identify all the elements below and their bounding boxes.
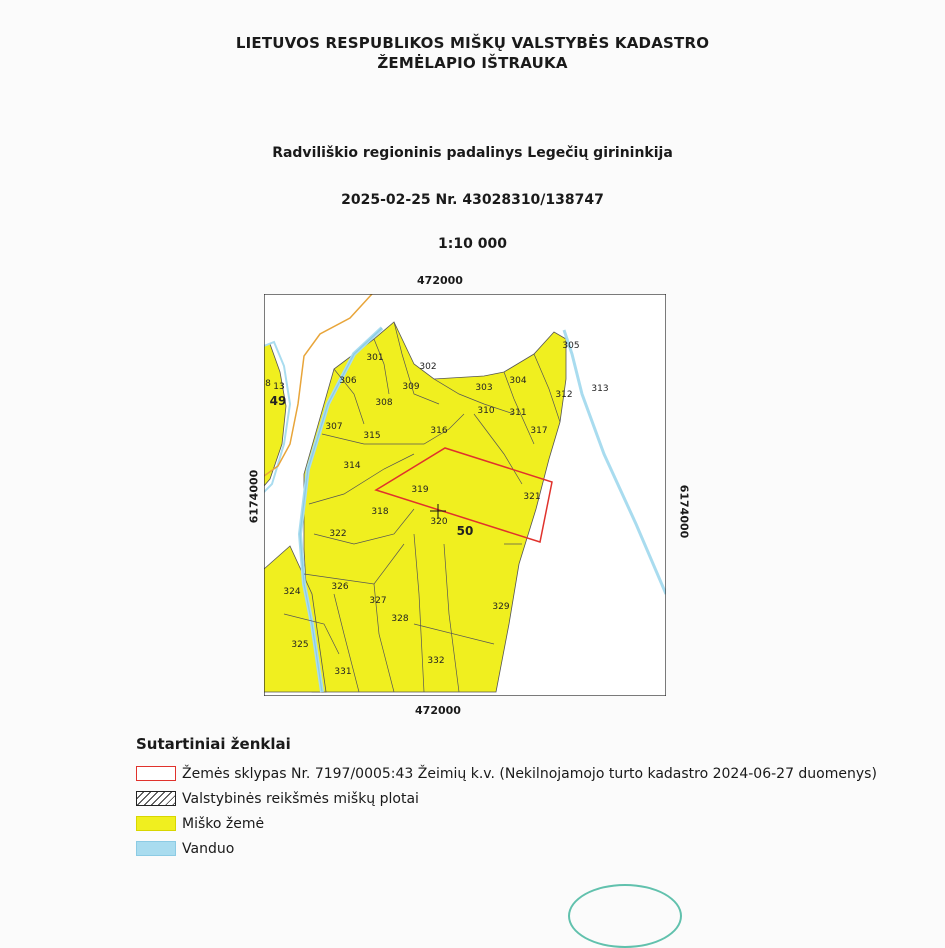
edge-compartment-label: 8 — [265, 379, 271, 389]
title-line-1: LIETUVOS RESPUBLIKOS MIŠKŲ VALSTYBĖS KADASTRO — [235, 34, 710, 52]
block-label: 49 — [269, 394, 287, 408]
compartment-label: 322 — [329, 529, 347, 539]
compartment-label: 332 — [427, 656, 445, 666]
block-label: 50 — [456, 524, 474, 538]
legend-label-parcel: Žemės sklypas Nr. 7197/0005:43 Žeimių k.v. (Nekilnojamojo turto kadastro 2024-06-27 duomenys) — [182, 765, 877, 782]
compartment-label: 313 — [591, 384, 609, 394]
compartment-label: 326 — [331, 582, 349, 592]
hatched-area-icon — [136, 791, 176, 806]
compartment-label: 316 — [430, 426, 448, 436]
forest-fill-icon — [136, 816, 176, 831]
coord-bottom: 472000 — [415, 704, 461, 717]
legend-item-state-forest — [136, 786, 896, 811]
compartment-label: 308 — [375, 398, 393, 408]
compartment-label: 329 — [492, 602, 510, 612]
compartment-label: 301 — [366, 353, 384, 363]
compartment-label: 307 — [325, 422, 343, 432]
legend — [136, 735, 896, 861]
coord-right: 6174000 — [677, 484, 691, 539]
legend-item-water — [136, 836, 896, 861]
edge-compartment-label: 13 — [273, 382, 285, 392]
compartment-label: 321 — [523, 492, 541, 502]
compartment-label: 325 — [291, 640, 309, 650]
coord-top: 472000 — [417, 274, 463, 287]
compartment-label: 312 — [555, 390, 573, 400]
subtitle: Radviliškio regioninis padalinys Legečių girininkija — [272, 145, 673, 161]
compartment-label: 305 — [562, 341, 580, 351]
title-line-2: ŽEMĖLAPIO IŠTRAUKA — [377, 54, 568, 72]
compartment-label: 309 — [402, 382, 420, 392]
cadastre-map — [264, 294, 666, 696]
compartment-label: 317 — [530, 426, 548, 436]
compartment-label: 324 — [283, 587, 301, 597]
compartment-label: 304 — [509, 376, 527, 386]
compartment-label: 302 — [419, 362, 437, 372]
compartment-label: 310 — [477, 406, 495, 416]
compartment-label: 306 — [339, 376, 357, 386]
legend-title: Sutartiniai ženklai — [136, 735, 291, 753]
compartment-label: 319 — [411, 485, 429, 495]
legend-label-forest: Miško žemė — [182, 815, 265, 832]
compartment-label: 327 — [369, 596, 387, 606]
document-date-number: 2025-02-25 Nr. 43028310/138747 — [341, 192, 604, 208]
compartment-label: 315 — [363, 431, 381, 441]
compartment-label: 320 — [430, 517, 448, 527]
compartment-label: 311 — [509, 408, 527, 418]
compartment-label: 314 — [343, 461, 361, 471]
compartment-label: 303 — [475, 383, 493, 393]
coord-left: 6174000 — [247, 469, 261, 524]
map-scale: 1:10 000 — [438, 236, 507, 252]
stamp-seal — [568, 884, 682, 948]
compartment-label: 328 — [391, 614, 409, 624]
parcel-outline-icon — [136, 766, 176, 781]
legend-item-parcel — [136, 761, 896, 786]
water-fill-icon — [136, 841, 176, 856]
legend-label-water: Vanduo — [182, 840, 235, 857]
compartment-label: 318 — [371, 507, 389, 517]
compartment-label: 331 — [334, 667, 352, 677]
legend-label-state-forest: Valstybinės reikšmės miškų plotai — [182, 790, 419, 807]
legend-item-forest — [136, 811, 896, 836]
